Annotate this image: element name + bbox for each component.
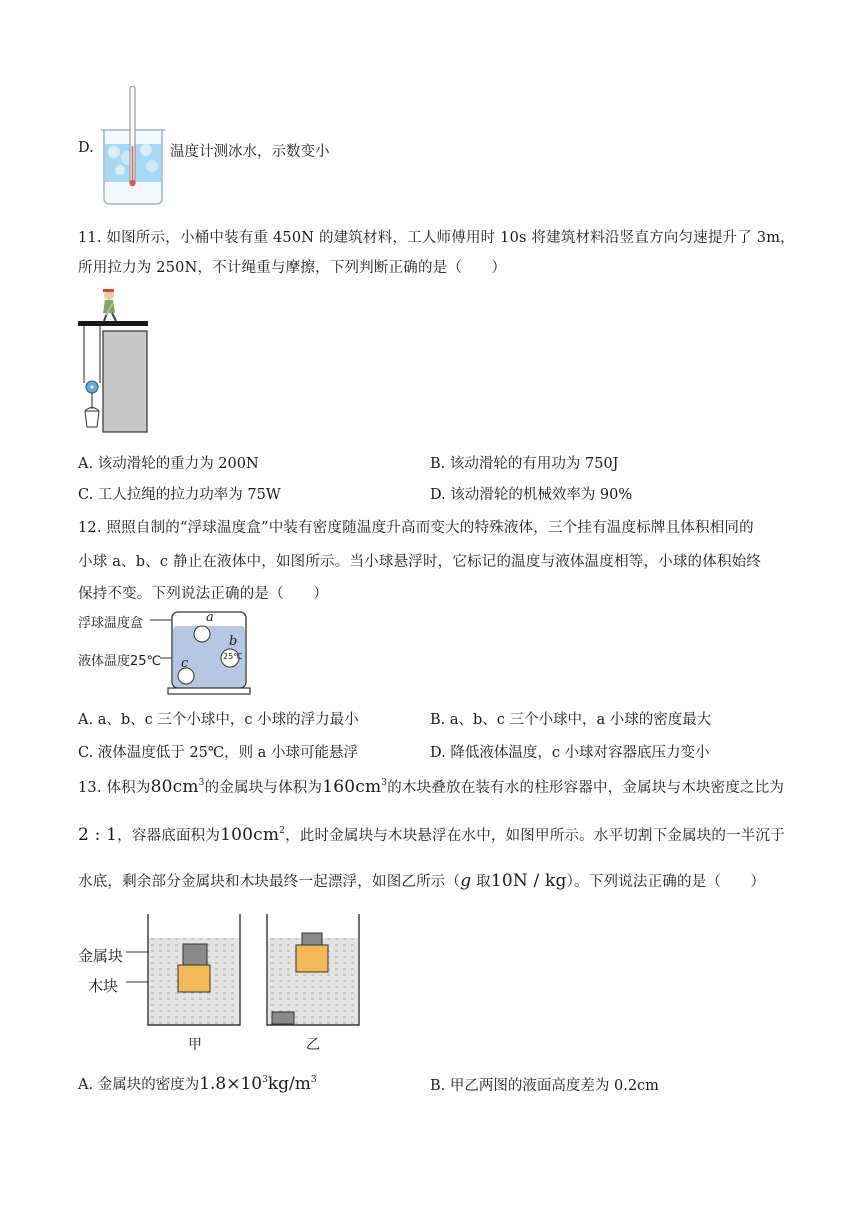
- pulley-worker-figure: [76, 287, 156, 435]
- q13-density-ratio: 2 : 1: [78, 825, 118, 845]
- q13-text: 13. 体积为: [78, 780, 151, 796]
- q13-wood-volume: 160cm: [322, 777, 382, 797]
- q11-option-b: B. 该动滑轮的有用功为 750J: [430, 456, 619, 472]
- q13-text: ，容器底面积为: [117, 828, 221, 844]
- ball-b-temp-tag: 25℃: [223, 652, 243, 661]
- q13-option-a-prefix: A. 金属块的密度为: [78, 1077, 200, 1093]
- q13-option-a-unit: kg/m: [267, 1074, 311, 1094]
- q13-text: ，此时金属块与木块悬浮在水中，如图甲所示。水平切割下金属块的一半沉于: [285, 828, 785, 844]
- q13-option-a-value: 1.8×10: [199, 1074, 263, 1094]
- q12-stem-line1: 12. 照照自制的“浮球温度盒”中装有密度随温度升高而变大的特殊液体，三个挂有温度标牌且体积相同的: [78, 520, 754, 536]
- q10-option-d-text: 温度计测冰水，示数变小: [170, 144, 330, 160]
- q12-box-label: 浮球温度盒: [78, 616, 144, 631]
- q11-option-c: C. 工人拉绳的拉力功率为 75W: [78, 487, 281, 503]
- q13-stem-line1: [78, 776, 784, 797]
- figure-caption-yi: 乙: [306, 1037, 320, 1053]
- q11-option-d: D. 该动滑轮的机械效率为 90%: [430, 487, 633, 503]
- q12-option-b: B. a、b、c 三个小球中，a 小球的密度最大: [430, 712, 712, 728]
- figure-caption-jia: 甲: [188, 1037, 202, 1053]
- q13-option-a: [78, 1073, 317, 1094]
- q13-sup: 3: [198, 778, 205, 788]
- q12-option-a: A. a、b、c 三个小球中，c 小球的浮力最小: [78, 712, 359, 728]
- ball-b-label: b: [229, 634, 238, 649]
- q13-metal-volume: 80cm: [150, 777, 199, 797]
- q13-text: 取: [471, 874, 491, 890]
- q12-stem-line2: 小球 a、b、c 静止在液体中，如图所示。当小球悬浮时，它标记的温度与液体温度相等，小球的体积始终: [78, 554, 762, 570]
- q12-stem-line3: 保持不变。下列说法正确的是（ ）: [78, 586, 328, 602]
- wood-block-label: 木块: [88, 977, 119, 995]
- q13-g-value: 10N / kg: [490, 871, 567, 891]
- q13-text: 的木块叠放在装有水的柱形容器中，金属块与木块密度之比为: [387, 780, 785, 796]
- ball-c-label: c: [181, 656, 189, 671]
- beaker-thermometer-figure: [98, 86, 170, 210]
- q13-text: 的金属块与体积为: [204, 780, 323, 796]
- q10-option-d-letter: D.: [78, 140, 94, 156]
- metal-block-label: 金属块: [78, 947, 124, 965]
- q12-option-c: C. 液体温度低于 25℃，则 a 小球可能悬浮: [78, 745, 358, 761]
- q13-g: g: [460, 871, 472, 891]
- q11-stem-line2: 所用拉力为 250N，不计绳重与摩擦，下列判断正确的是（ ）: [78, 260, 507, 276]
- q13-base-area: 100cm: [220, 825, 280, 845]
- q11-option-a: A. 该动滑轮的重力为 200N: [78, 456, 259, 472]
- q13-containers-figure: [126, 912, 364, 1032]
- q13-sup: 3: [381, 778, 388, 788]
- q13-text: 水底，剩余部分金属块和木块最终一起漂浮，如图乙所示（: [78, 874, 461, 890]
- q12-liquid-label: 液体温度25℃: [78, 654, 162, 669]
- q13-sup: 2: [279, 826, 286, 836]
- q13-sup: 3: [310, 1075, 317, 1085]
- q13-sup: 3: [262, 1075, 268, 1085]
- q13-text: ）。下列说法正确的是（ ）: [566, 874, 766, 890]
- q13-stem-line2: [78, 824, 785, 845]
- q13-stem-line3: [78, 870, 765, 891]
- q11-stem-line1: 11. 如图所示，小桶中装有重 450N 的建筑材料，工人师傅用时 10s 将建筑材料沿竖直方向匀速提升了 3m，: [78, 230, 795, 246]
- ball-a-label: a: [206, 610, 214, 625]
- q12-option-d: D. 降低液体温度，c 小球对容器底压力变小: [430, 745, 710, 761]
- q13-option-b: B. 甲乙两图的液面高度差为 0.2cm: [430, 1078, 659, 1094]
- float-ball-box-figure: [150, 606, 254, 696]
